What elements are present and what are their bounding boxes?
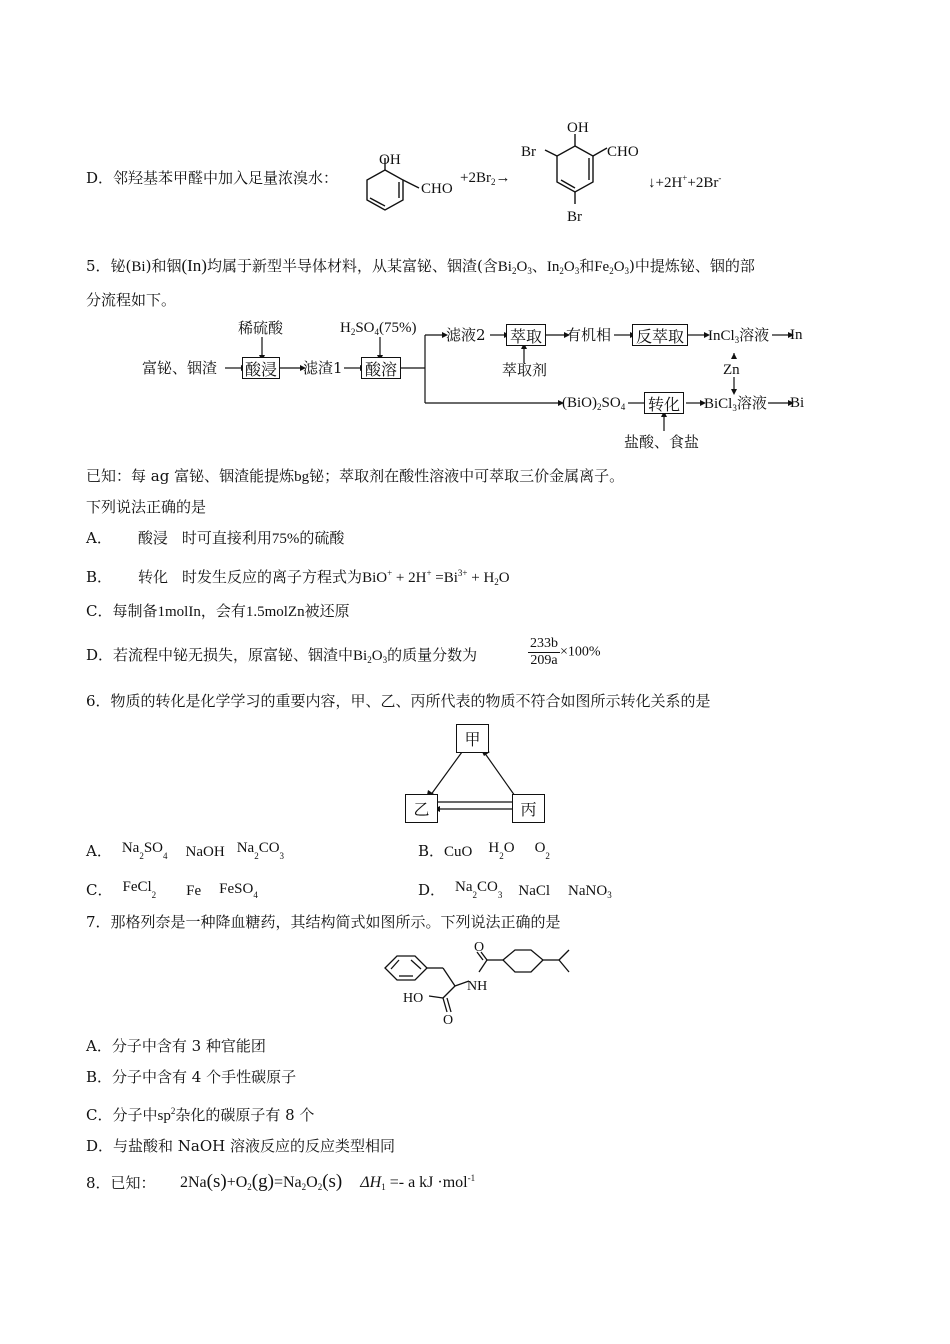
carbonyl-o-label: O bbox=[474, 940, 485, 955]
products-text: ↓+2H++2Br- bbox=[648, 173, 722, 191]
q5-option-d: D．若流程中铋无损失，原富铋、铟渣中$Bi_2O_3$的质量分数为 bbox=[86, 646, 478, 665]
hcl-salt-label: 盐酸、食盐 bbox=[624, 433, 700, 451]
dilute-sulfuric-acid-label: 稀硫酸 bbox=[238, 319, 284, 337]
q6-option-c: C． FeCl$_2$ Fe FeSO$_4$ bbox=[86, 879, 258, 900]
zn-label: Zn bbox=[723, 362, 740, 378]
nateglinide-structure bbox=[375, 938, 580, 1028]
q5-option-d-fraction: $\frac{233b}{209a}$ ×100% bbox=[530, 636, 601, 668]
q8-label: 8．已知： bbox=[86, 1174, 156, 1192]
bi-product-label: Bi bbox=[790, 395, 805, 411]
bing-box: 丙 bbox=[512, 794, 545, 823]
acid-leach-box: 酸浸 bbox=[242, 357, 280, 379]
cho-label: CHO bbox=[421, 181, 453, 197]
reagent-br2: $+2Br_2\to$ bbox=[460, 170, 511, 187]
dibromo-product-structure bbox=[515, 118, 655, 230]
bicl3-solution-label: BiCl$_3$溶液 bbox=[704, 394, 767, 413]
jia-box: 甲 bbox=[456, 724, 489, 753]
extractant-label: 萃取剂 bbox=[502, 361, 548, 379]
q6-option-b: B．CuO $H_2O$ $O_2$ bbox=[418, 840, 550, 861]
q8-equation: $2Na(s)+O_2(g)=Na_2O_2(s) \Delta H_1 =- a$ kJ ·mol$^{-1}$ bbox=[180, 1171, 476, 1192]
filtrate2-label: 滤液2 bbox=[446, 326, 486, 344]
q5-option-c: C．每制备1molIn，会有1.5molZn被还原 bbox=[86, 602, 350, 620]
residue1-label: 滤渣1 bbox=[303, 359, 343, 377]
yi-box: 乙 bbox=[405, 794, 438, 823]
incl3-solution-label: InCl$_3$溶液 bbox=[708, 326, 770, 345]
h2so4-label: $H_2SO_4(75\%)$ bbox=[340, 320, 417, 337]
bio2so4-label: $(BiO)_2SO_4$ bbox=[562, 395, 626, 412]
raw-material-label: 富铋、铟渣 bbox=[142, 359, 218, 377]
oh-label: OH bbox=[567, 120, 589, 136]
extraction-box: 萃取 bbox=[506, 324, 546, 346]
q6-option-d: D． $Na_2CO_3$ NaCl NaNO$_3$ bbox=[418, 879, 612, 900]
q7-option-c: C．分子中$sp^2$杂化的碳原子有 8 个 bbox=[86, 1106, 315, 1124]
organic-phase-label: 有机相 bbox=[566, 326, 612, 344]
oh-label: OH bbox=[379, 152, 401, 168]
q6-option-a: A． $Na_2SO_4$ NaOH $Na_2CO_3$ bbox=[86, 840, 285, 861]
q5-option-a: A． 酸浸 时可直接利用75%的硫酸 bbox=[86, 529, 345, 547]
q7-option-d: D．与盐酸和 NaOH 溶液反应的反应类型相同 bbox=[86, 1137, 396, 1155]
q4-option-d-label: D．邻羟基苯甲醛中加入足量浓溴水： bbox=[86, 169, 339, 187]
nh-label: NH bbox=[467, 979, 488, 994]
q5-stem: 5．铋(Bi)和铟(In)均属于新型半导体材料，从某富铋、铟渣(含$Bi_2O_3$、$In_2O_3$和$Fe_2O_3$)中提炼铋、铟的部 bbox=[86, 256, 755, 276]
q5-stem-line2: 分流程如下。 bbox=[86, 291, 177, 309]
br-bottom-label: Br bbox=[567, 209, 582, 225]
acid-o-label: O bbox=[443, 1013, 454, 1028]
salicylaldehyde-structure bbox=[355, 150, 465, 230]
in-product-label: In bbox=[790, 327, 803, 343]
conversion-box: 转化 bbox=[644, 392, 684, 414]
ho-label: HO bbox=[403, 991, 424, 1006]
back-extraction-box: 反萃取 bbox=[632, 324, 688, 346]
q5-question: 下列说法正确的是 bbox=[86, 498, 207, 516]
q5-known: 已知：每 ag 富铋、铟渣能提炼bg铋；萃取剂在酸性溶液中可萃取三价金属离子。 bbox=[86, 467, 625, 485]
q7-stem: 7．那格列奈是一种降血糖药，其结构简式如图所示。下列说法正确的是 bbox=[86, 913, 561, 931]
cho-label: CHO bbox=[607, 144, 639, 160]
q7-option-b: B．分子中含有 4 个手性碳原子 bbox=[86, 1068, 297, 1086]
acid-dissolve-box: 酸溶 bbox=[361, 357, 401, 379]
br-left-label: Br bbox=[521, 144, 536, 160]
q7-option-a: A．分子中含有 3 种官能团 bbox=[86, 1037, 266, 1055]
q6-stem: 6．物质的转化是化学学习的重要内容，甲、乙、丙所代表的物质不符合如图所示转化关系的是 bbox=[86, 692, 711, 710]
q5-option-b: B． 转化 时发生反应的离子方程式为$BiO^+ + 2H^+ =Bi^{3+} + H_2O$ bbox=[86, 568, 510, 587]
